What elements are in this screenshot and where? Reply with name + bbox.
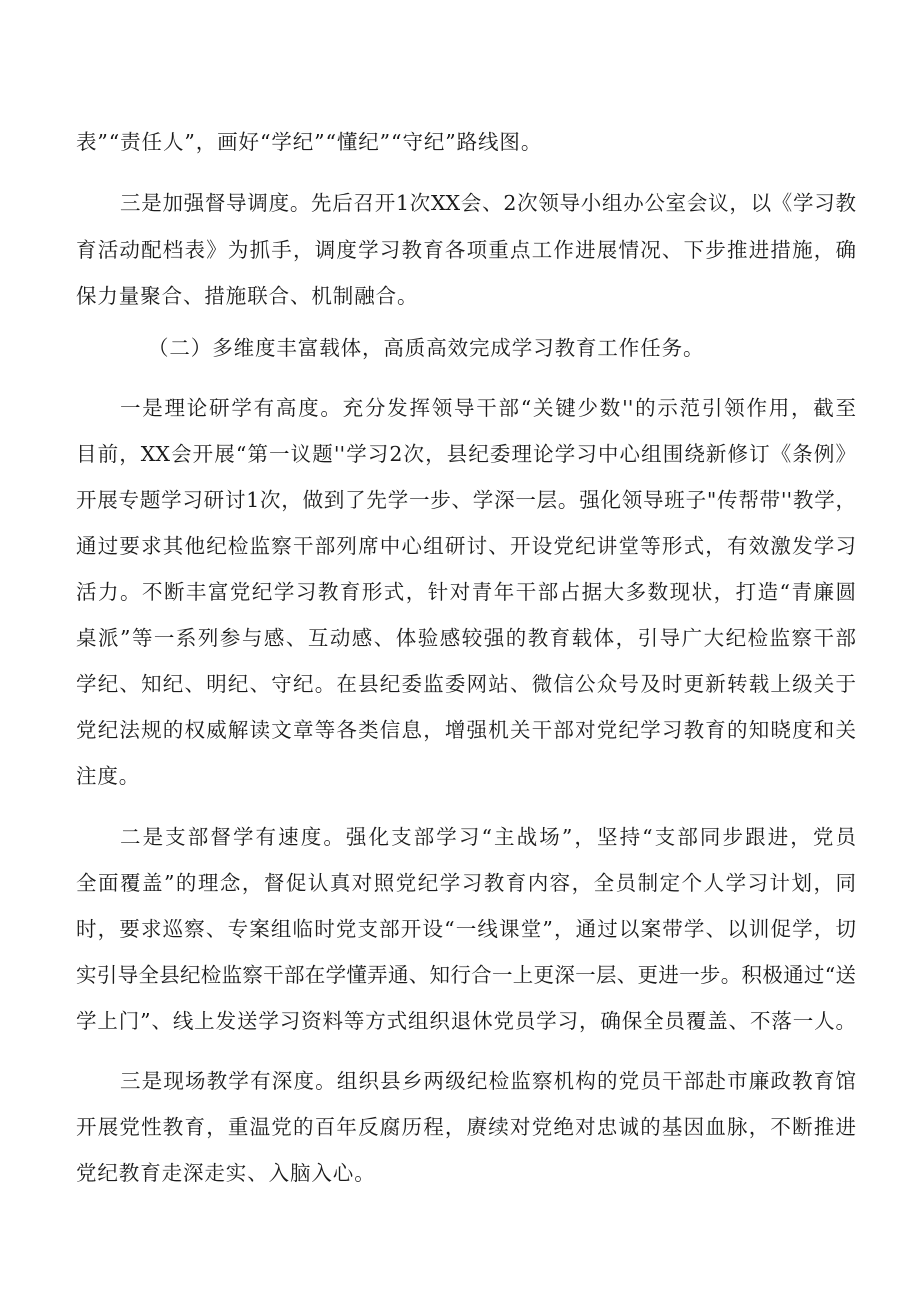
text-line: 表”“责任人”，画好“学纪”“懂纪”“守纪”路线图。	[76, 130, 543, 154]
text-line: 党纪教育走深走实、入脑入心。	[76, 1161, 376, 1185]
text-line: 一是理论研学有高度。充分发挥领导干部“关键少数''的示范引领作用，截至	[120, 396, 856, 420]
text-line: 活力。不断丰富党纪学习教育形式，针对青年干部占据大多数现状，打造“青廉圆	[76, 580, 856, 604]
text-line: 桌派”等一系列参与感、互动感、体验感较强的教育载体，引导广大纪检监察干部	[76, 626, 856, 650]
section-heading: （二）多维度丰富载体，高质高效完成学习教育工作任务。	[148, 336, 705, 360]
text-line: 目前，XX会开展“第一议题''学习2次，县纪委理论学习中心组围绕新修订《条例》	[76, 442, 856, 466]
text-line: 开展专题学习研讨1次，做到了先学一步、学深一层。强化领导班子"传帮带''教学，	[76, 488, 856, 512]
text-line: 党纪法规的权威解读文章等各类信息，增强机关干部对党纪学习教育的知晓度和关	[76, 718, 856, 742]
text-line: 学上门”、线上发送学习资料等方式组织退休党员学习，确保全员覆盖、不落一人。	[76, 1009, 856, 1033]
text-line: 三是现场教学有深度。组织县乡两级纪检监察机构的党员干部赴市廉政教育馆	[120, 1069, 856, 1093]
text-line: 学纪、知纪、明纪、守纪。在县纪委监委网站、微信公众号及时更新转载上级关于	[76, 672, 856, 696]
text-line: 时，要求巡察、专案组临时党支部开设“一线课堂”，通过以案带学、以训促学，切	[76, 917, 856, 941]
text-line: 育活动配档表》为抓手，调度学习教育各项重点工作进展情况、下步推进措施，确	[76, 238, 856, 262]
text-line: 全面覆盖”的理念，督促认真对照党纪学习教育内容，全员制定个人学习计划，同	[76, 871, 856, 895]
text-line: 保力量聚合、措施联合、机制融合。	[76, 284, 419, 308]
text-line: 注度。	[76, 764, 141, 788]
text-line: 二是支部督学有速度。强化支部学习“主战场”，坚持“支部同步跟进，党员	[120, 825, 856, 849]
text-line: 实引导全县纪检监察干部在学懂弄通、知行合一上更深一层、更进一步。积极通过“送	[76, 963, 856, 987]
text-line: 三是加强督导调度。先后召开1次XX会、2次领导小组办公室会议，以《学习教	[120, 191, 856, 215]
text-line: 开展党性教育，重温党的百年反腐历程，赓续对党绝对忠诚的基因血脉，不断推进	[76, 1115, 856, 1139]
text-line: 通过要求其他纪检监察干部列席中心组研讨、开设党纪讲堂等形式，有效激发学习	[76, 534, 856, 558]
